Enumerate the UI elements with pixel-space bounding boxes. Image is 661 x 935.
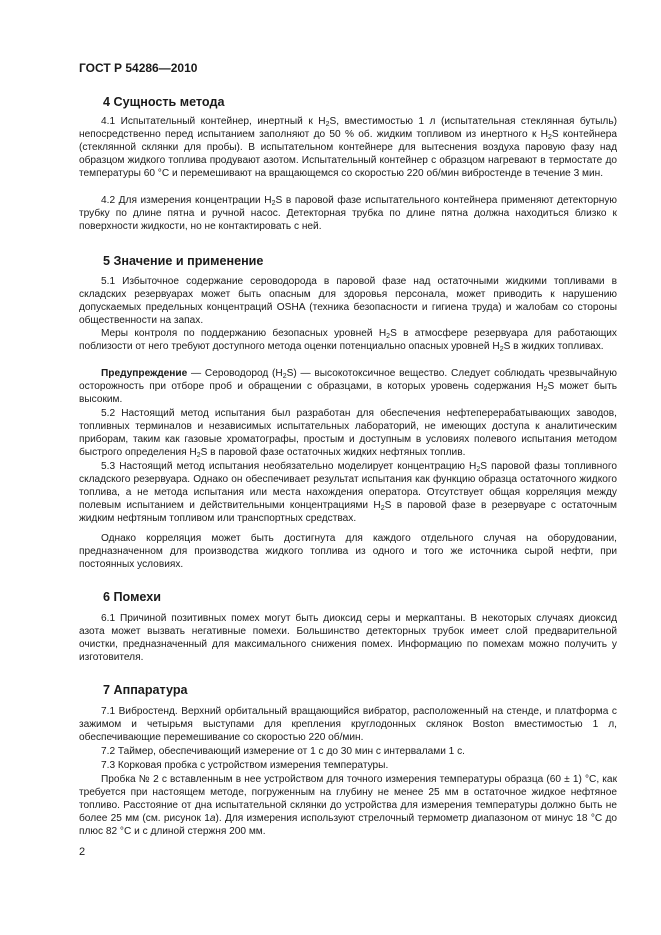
para-7-2: 7.2 Таймер, обеспечивающий измерение от 1 с до 30 мин с интервалами 1 с. [101, 746, 465, 757]
para-5-1: 5.1 Избыточное содержание сероводорода в паровой фазе над остаточными жидкими топливами в складских резервуарах может быть опасным для здоровья персонала, может приводить к нарушению допускаемых предельных концентраций OSHA (техника безопасности и гигиена труда) и жалобам со стороны общественности на запах. [79, 276, 617, 327]
para-6-1: 6.1 Причиной позитивных помех могут быть диоксид серы и меркаптаны. В некоторых случаях диоксид азота может вызвать негативные помехи. Большинство детекторных трубок имеет слой предварительной очистки, предназначенный для максимального снижения помех. Информацию по помехам можно получить у изготовителя. [79, 613, 617, 664]
section-4-title: 4 Сущность метода [103, 95, 225, 109]
page-number: 2 [79, 846, 86, 858]
para-4-1: 4.1 Испытательный контейнер, инертный к $H_2S$, вместимостью 1 л (испытательная стеклянная бутыль) непосредственно перед испытанием заполняют до 50 % об. жидким топливом из инертного к $H_2S$ контейнера (стеклянной склянки для пробы). В испытательном контейнере для вытеснения воздуха паровую фазу над образцом жидкого топлива продувают азотом. Испытательный контейнер с образцом нагревают в термостате до температуры 60 °С и перемешивают на вращающемся со скоростью 220 об/мин вибростенде в течение 3 мин. [79, 116, 617, 180]
para-5-3: 5.3 Настоящий метод испытания необязательно моделирует концентрацию $H_2S$ паровой фазы топливного складского резервуара. Однако он обеспечивает результат испытания как функцию образца остаточного жидкого топлива, а не метода испытания или места нахождения оператора. Отсутствует общая корреляция между полевым испытанием и действительными концентрациями $H_2S$ в паровой фазе в резервуаре с остаточным жидким нефтяным топливом или транспортных средствах. [79, 461, 617, 525]
section-7-title: 7 Аппаратура [103, 683, 188, 697]
para-4-2: 4.2 Для измерения концентрации $H_2S$ в паровой фазе испытательного контейнера применяют детекторную трубку по длине пятна и ручной насос. Детекторная трубка по длине пятна должна находиться близко к поверхности жидкости, но не контактировать с ней. [79, 195, 618, 233]
para-7-3-stopper: Пробка № 2 с вставленным в нее устройством для точного измерения температуры образца (60 ± 1) °С, как требуется при настоящем методе, погруженным на глубину не менее 25 мм в остаточное жидкое нефтяное топливо. Расстояние от дна испытательной склянки до устройства для измерения температуры должно быть не более 25 мм (см. рисунок 1а). Для измерения используют стрелочный термометр диапазоном от минус 18 °С до плюс 82 °С и с длиной стержня 200 мм. [79, 774, 617, 838]
para-7-1: 7.1 Вибростенд. Верхний орбитальный вращающийся вибратор, расположенный на стенде, и платформа с зажимом и четырьмя выступами для крепления круглодонных склянок Boston вместимостью 1 л, обеспечивающие перемешивание со скоростью 220 об/мин. [79, 706, 617, 744]
para-5-3-correlation: Однако корреляция может быть достигнута для каждого отдельного случая на оборудовании, предназначенном для производства жидкого топлива из одного и того же источника сырой нефти, при постоянных условиях. [79, 533, 617, 571]
section-5-title: 5 Значение и применение [103, 254, 264, 268]
para-5-1-measures: Меры контроля по поддержанию безопасных уровней $H_2S$ в атмосфере резервуара для работающих поблизости от него требуют доступного метода оценки потенциально опасных уровней $H_2S$ в жидких топливах. [79, 328, 617, 354]
para-5-2: 5.2 Настоящий метод испытания был разработан для обеспечения нефтеперерабатывающих заводов, топливных терминалов и независимых испытательных лабораторий, не имеющих доступа к аналитическим приборам, таким как газовые хроматографы, простым и доступным в условиях полевого испытания методом быстрого определения $H_2S$ в паровой фазе остаточных жидких нефтяных топлив. [79, 408, 617, 460]
section-6-title: 6 Помехи [103, 590, 161, 604]
document-code: ГОСТ Р 54286—2010 [79, 61, 198, 75]
warning-label: Предупреждение [101, 368, 188, 379]
warning-paragraph: Предупреждение — Сероводород $(H_2S)$ — высокотоксичное вещество. Следует соблюдать чрезвычайную осторожность при отборе проб и обращении с образцами, в которых уровень содержания $H_2S$ может быть высоким. [79, 368, 617, 406]
para-7-3: 7.3 Корковая пробка с устройством измерения температуры. [101, 760, 389, 771]
